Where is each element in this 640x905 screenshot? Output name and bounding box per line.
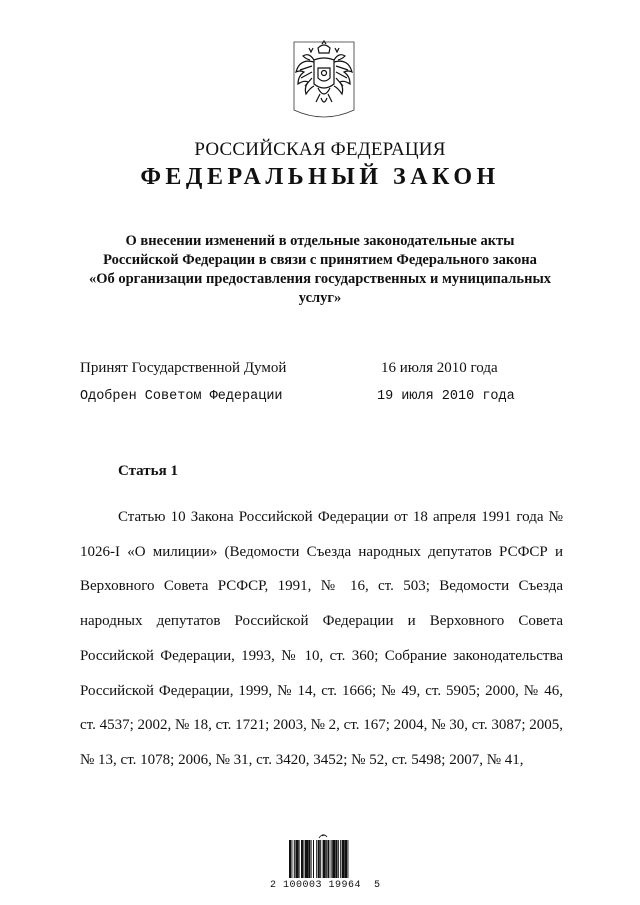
barcode-bar (294, 840, 295, 878)
barcode-bar (291, 840, 292, 878)
barcode-bar (338, 840, 339, 878)
barcode-bar (332, 840, 335, 878)
barcode-bar (301, 840, 303, 878)
barcode-bar (347, 840, 348, 878)
barcode-bar (313, 840, 314, 878)
barcode-bar (340, 840, 341, 878)
subject-line: «Об организации предоставления государственных и муниципальных (88, 271, 552, 287)
barcode-bar (342, 840, 345, 878)
barcode (279, 832, 375, 882)
subject-line: О внесении изменений в отдельные законодательные акты (125, 233, 515, 249)
duma-adoption-date: 16 июля 2010 года (381, 360, 498, 376)
barcode-bar (303, 840, 304, 878)
article-text: Статью 10 Закона Российской Федерации от 18 апреля 1991 года № 1026-I «О милиции» (Ведомости Съезда народных депутатов РСФСР и Верховного Совета РСФСР, 1991, № 16, ст. 503; Ведомости Съезда народных депутатов Российской Федерации и Верховного Совета Российской Федерации, 1993, № 10, ст. 360; Собрание законодательства Российской Федерации, 1999, № 14, ст. 1666; № 49, ст. 5905; 2000, № 46, ст. 4537; 2002, № 18, ст. 1721; 2003, № 2, ст. 167; 2004, № 30, ст. 3087; 2005, № 13, ст. 1078; 2006, № 31, ст. 3420, 3452; № 52, ст. 5498; 2007, № 41, (80, 509, 563, 768)
barcode-bar (289, 840, 291, 878)
barcode-bar (320, 840, 321, 878)
state-emblem-icon (292, 40, 356, 124)
barcode-bar (345, 840, 347, 878)
barcode-bar (299, 840, 300, 878)
signature-mark (319, 835, 327, 838)
barcode-bar (318, 840, 320, 878)
law-title: ФЕДЕРАЛЬНЫЙ ЗАКОН (140, 164, 500, 190)
barcode-bar (326, 840, 327, 878)
barcode-bar (327, 840, 329, 878)
barcode-bar (308, 840, 310, 878)
subject-line: Российской Федерации в связи с принятием Федерального закона (103, 252, 537, 268)
barcode-bar (331, 840, 332, 878)
barcode-bar (295, 840, 298, 878)
barcode-bar (323, 840, 326, 878)
law-subject (70, 232, 570, 308)
barcode-bar (335, 840, 337, 878)
subject-line: услуг» (298, 290, 342, 306)
council-approval-date: 19 июля 2010 года (377, 389, 515, 404)
council-approval-label: Одобрен Советом Федерации (80, 389, 283, 404)
barcode-bar (316, 840, 317, 878)
article-heading: Статья 1 (118, 463, 178, 479)
duma-adoption-label: Принят Государственной Думой (80, 360, 287, 376)
barcode-bar (305, 840, 308, 878)
barcode-bar (311, 840, 312, 878)
country-heading: РОССИЙСКАЯ ФЕДЕРАЦИЯ (194, 139, 446, 160)
barcode-digits: 2 100003 19964 5 (270, 880, 381, 891)
